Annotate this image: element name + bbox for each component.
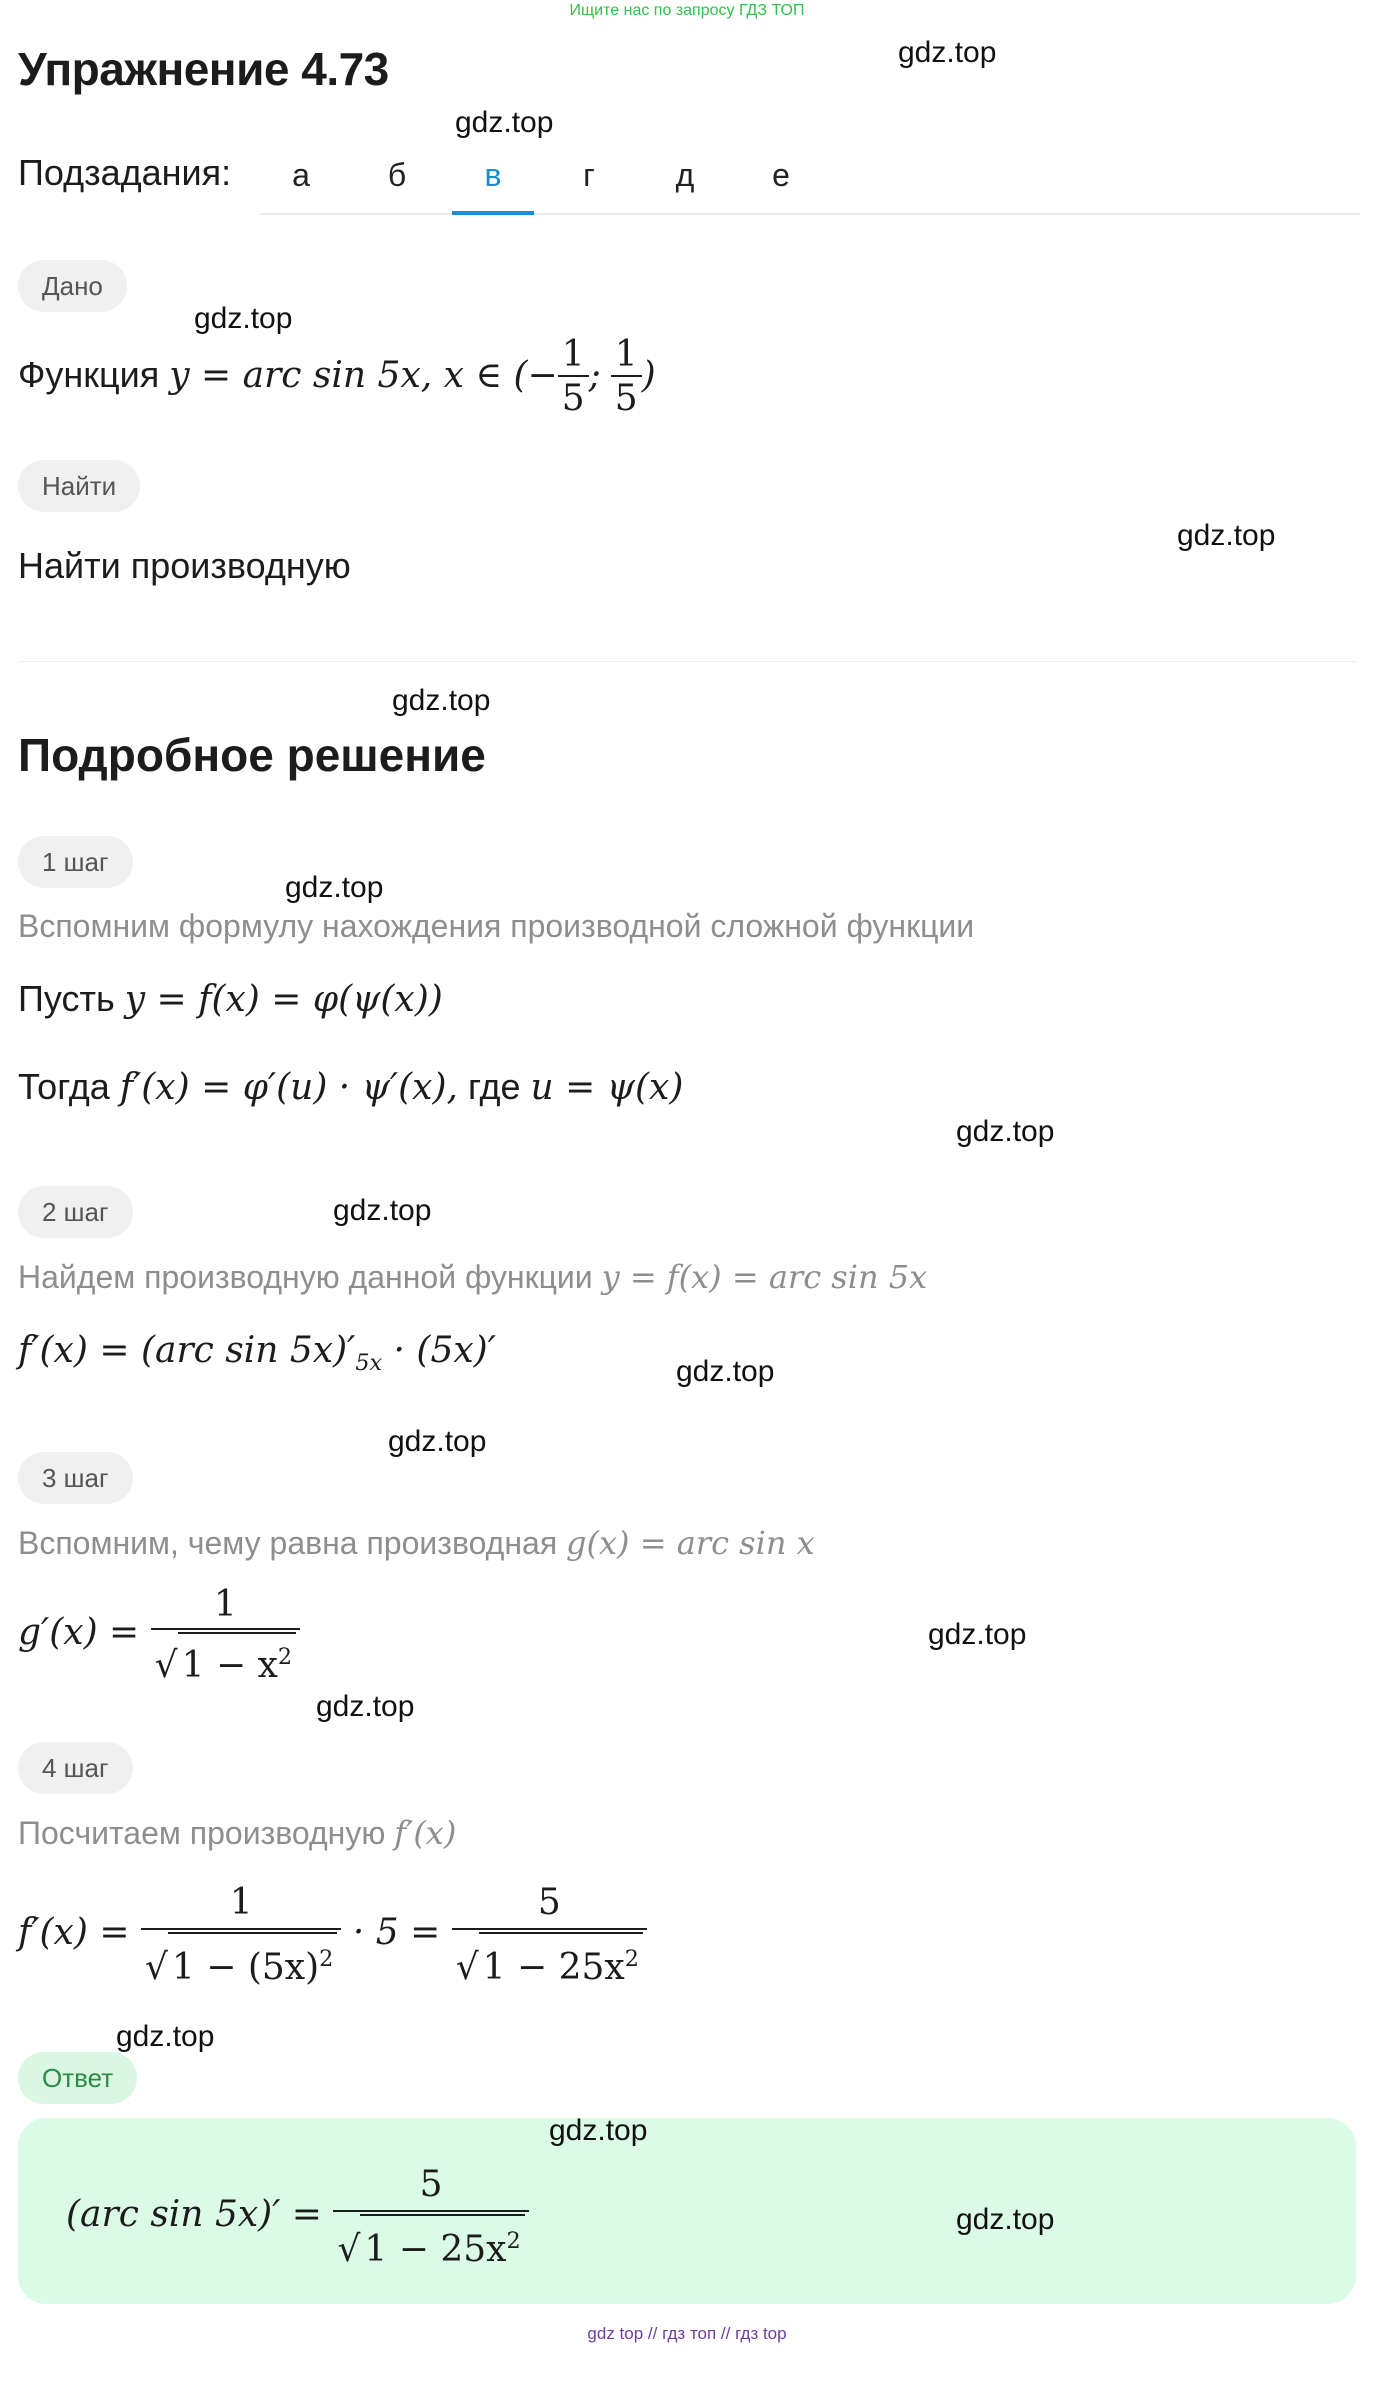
step4-formula-mid: · 5 = [352, 1912, 441, 1953]
frac-den-text: 1 − 25x [364, 2228, 507, 2270]
given-formula: y = arc sin 5x, x ∈ (− [169, 355, 558, 396]
step2-caption-formula: y = f(x) = arc sin 5x [601, 1258, 928, 1296]
step2-formula-tail: · (5x)′ [393, 1330, 496, 1371]
frac-den: √ $1 - x^2$ [151, 1628, 300, 1689]
step1-line2-mid: где [467, 1066, 521, 1107]
step4-caption-text: Посчитаем производную [18, 1815, 386, 1851]
frac-den: 5 [558, 375, 589, 419]
step1-line2-prefix: Тогда [18, 1066, 110, 1107]
watermark: gdz.top [676, 1355, 775, 1388]
tab-e[interactable]: е [772, 157, 790, 193]
step2-formula-sub: 5x [355, 1350, 383, 1377]
answer-lhs: (arc sin 5x)′ = [66, 2194, 322, 2235]
frac-num: 5 [419, 2163, 443, 2205]
step4-fraction-2 [452, 1878, 647, 1993]
tab-g[interactable]: г [583, 157, 595, 193]
divider [18, 661, 1356, 662]
frac-num: 1 [229, 1881, 253, 1923]
frac-num: 5 [537, 1881, 561, 1923]
watermark: gdz.top [1177, 519, 1276, 552]
step3-fraction [151, 1582, 300, 1689]
step2-caption [18, 1258, 927, 1296]
step3-formula-lhs: g′(x) = [18, 1612, 140, 1653]
given-pill: Дано [18, 260, 127, 312]
frac-den: √ $1 - 25x^2$ [333, 2210, 528, 2275]
watermark: gdz.top [956, 1115, 1055, 1148]
step4-pill: 4 шаг [18, 1742, 133, 1794]
given-fraction-2 [611, 335, 642, 419]
frac-den-text: 1 − x [181, 1644, 278, 1686]
tab-v[interactable]: в [452, 135, 534, 213]
given-text [18, 325, 656, 425]
step4-caption-formula: f′(x) [394, 1814, 457, 1852]
given-close: ) [641, 355, 656, 396]
tab-b[interactable]: б [387, 157, 407, 193]
step1-line2 [18, 1066, 683, 1108]
answer-pill: Ответ [18, 2052, 137, 2104]
watermark: gdz.top [549, 2114, 648, 2147]
watermark: gdz.top [316, 1690, 415, 1723]
step4-formula-lhs: f′(x) = [18, 1912, 130, 1953]
frac-den: √ $1 - 25x^2$ [452, 1928, 647, 1993]
step3-caption-formula: g(x) = arc sin x [566, 1524, 815, 1562]
watermark: gdz.top [116, 2020, 215, 2053]
subtask-tabs [260, 135, 1360, 215]
frac-num: 1 [561, 334, 585, 376]
frac-den-exp: 2 [624, 1945, 639, 1972]
frac-num: 1 [614, 334, 638, 376]
frac-den-text: 1 − (5x) [171, 1946, 320, 1988]
watermark: gdz.top [333, 1194, 432, 1227]
page-title: Упражнение 4.73 [18, 43, 389, 95]
step1-line1 [18, 978, 443, 1020]
find-text: Найти производную [18, 545, 351, 586]
step1-line2-formula2: u = ψ(x) [530, 1067, 684, 1108]
step2-formula [18, 1330, 496, 1376]
step1-line2-formula: f′(x) = φ′(u) · ψ′(x), [119, 1067, 458, 1108]
watermark: gdz.top [194, 302, 293, 335]
watermark: gdz.top [392, 684, 491, 717]
step3-pill: 3 шаг [18, 1452, 133, 1504]
given-sep: ; [588, 355, 601, 396]
frac-den-exp: 2 [319, 1945, 334, 1972]
watermark: gdz.top [928, 1618, 1027, 1651]
tab-d[interactable]: д [675, 157, 695, 193]
solution-heading: Подробное решение [18, 729, 486, 781]
frac-den-exp: 2 [277, 1643, 293, 1670]
footer-links[interactable]: gdz top // гдз топ // гдз top [587, 2324, 787, 2343]
step3-caption [18, 1524, 815, 1562]
step2-pill: 2 шаг [18, 1186, 133, 1238]
frac-den-text: 1 − 25x [482, 1946, 625, 1988]
watermark: gdz.top [956, 2203, 1055, 2236]
answer-formula [66, 2150, 529, 2280]
frac-den: √ $1 - (5x)^2$ [141, 1928, 341, 1993]
promo-banner[interactable]: Ищите нас по запросу ГДЗ ТОП [569, 2, 805, 19]
step2-formula-main: f′(x) = (arc sin 5x)′ [18, 1330, 356, 1371]
step4-formula [18, 1868, 647, 1998]
step1-line1-prefix: Пусть [18, 978, 115, 1019]
step1-caption: Вспомним формулу нахождения производной сложной функции [18, 908, 975, 944]
tab-a[interactable]: а [292, 157, 310, 193]
watermark: gdz.top [285, 871, 384, 904]
step1-line1-formula: y = f(x) = φ(ψ(x)) [124, 979, 443, 1020]
frac-den-exp: 2 [506, 2227, 521, 2254]
given-prefix: Функция [18, 354, 160, 395]
step2-caption-text: Найдем производную данной функции [18, 1259, 593, 1295]
step1-pill: 1 шаг [18, 836, 133, 888]
step3-formula [18, 1578, 300, 1688]
answer-fraction [333, 2160, 528, 2275]
watermark: gdz.top [388, 1425, 487, 1458]
step4-caption [18, 1814, 456, 1852]
given-fraction-1 [558, 335, 589, 419]
step3-caption-text: Вспомним, чему равна производная [18, 1525, 558, 1561]
step4-fraction-1 [141, 1878, 341, 1993]
frac-num: 1 [213, 1583, 237, 1625]
watermark: gdz.top [455, 106, 554, 139]
find-pill: Найти [18, 460, 140, 512]
watermark: gdz.top [898, 36, 997, 69]
subtasks-label: Подзадания: [18, 152, 232, 193]
frac-den: 5 [611, 375, 642, 419]
